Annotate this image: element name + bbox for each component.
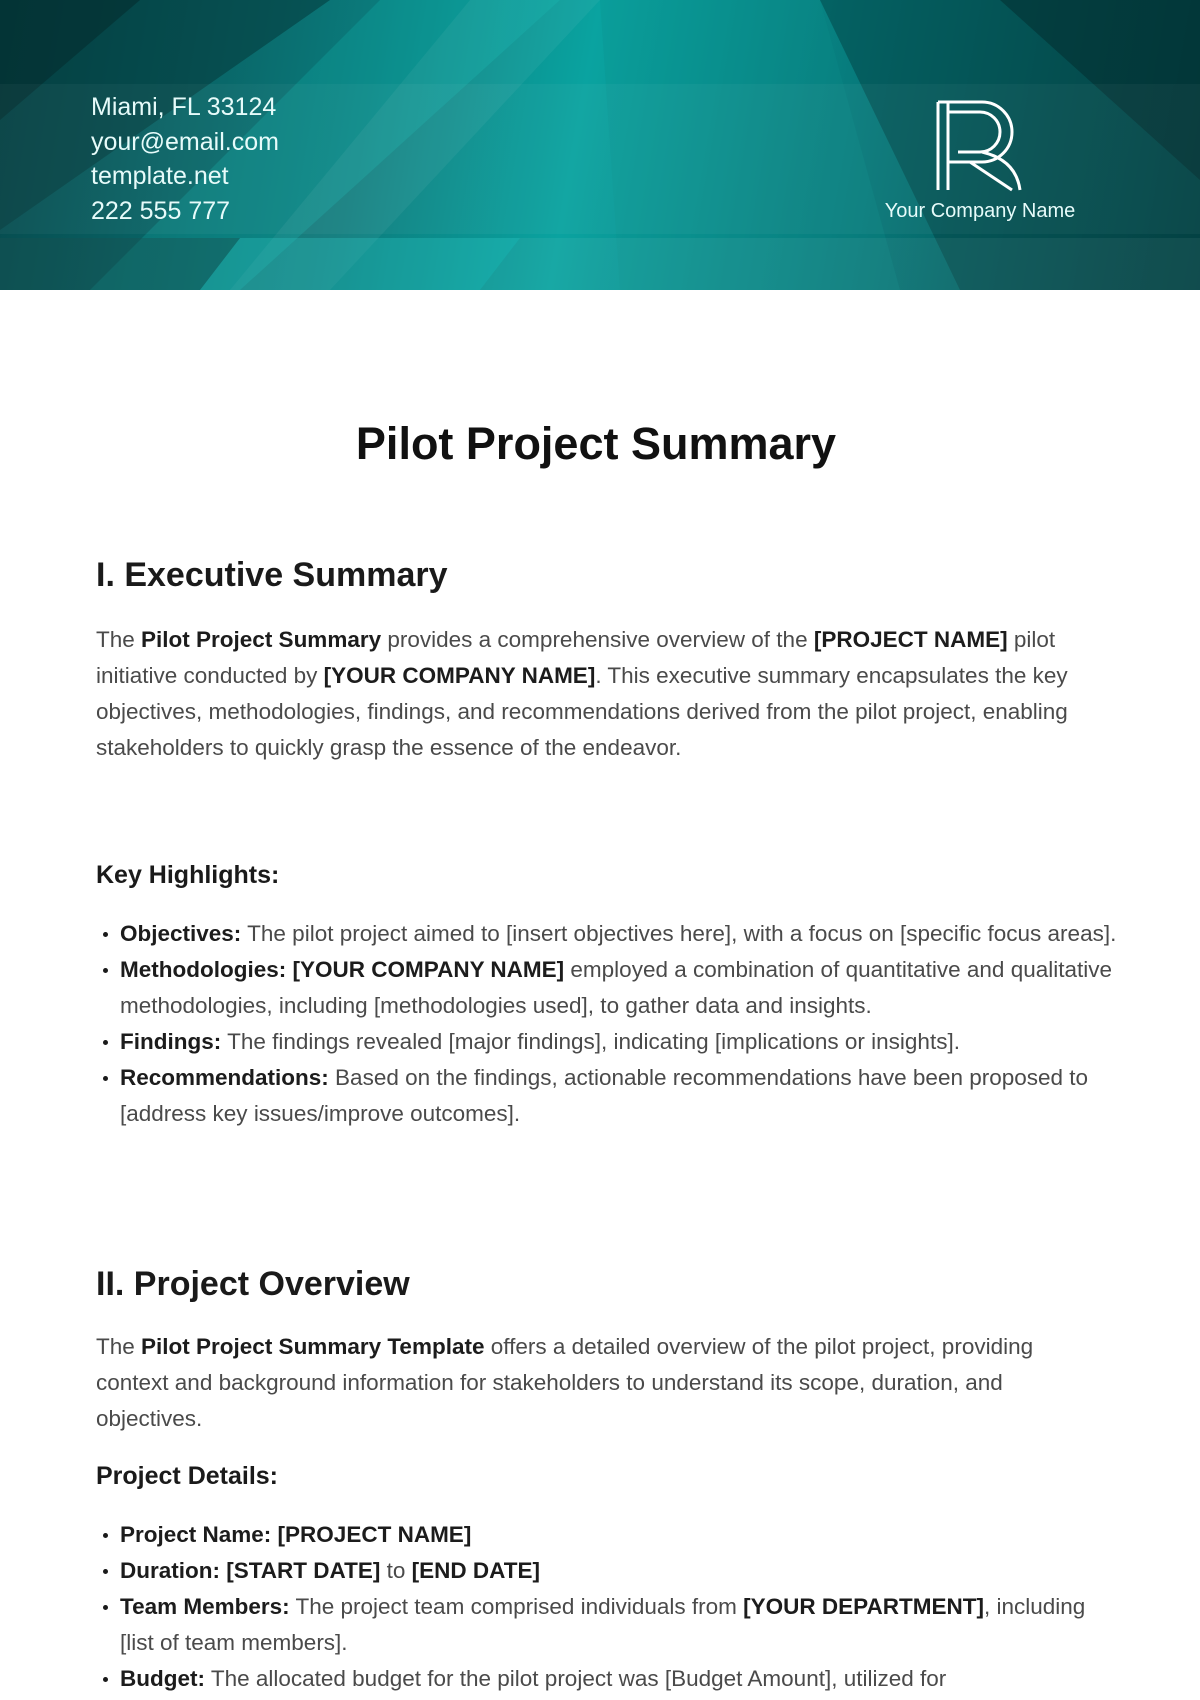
list-item: Methodologies: [YOUR COMPANY NAME] employed a combination of quantitative and qualitative methodologies, including [methodologies used], to gather data and insights. (120, 952, 1120, 1024)
company-name: Your Company Name (884, 200, 1076, 222)
executive-summary-paragraph: The Pilot Project Summary provides a comprehensive overview of the [PROJECT NAME] pilot initiative conducted by [YOUR COMPANY NAME]. This executive summary encapsulates the key objectives, methodologies, findings, and recommendations derived from the pilot project, enabling stakeholders to quickly grasp the essence of the endeavor. (96, 627, 1068, 760)
header-banner (0, 0, 1200, 290)
list-item-project-name: Project Name: [PROJECT NAME] (120, 1517, 1120, 1553)
contact-block (91, 90, 279, 228)
company-logo (870, 98, 1090, 223)
list-item-duration: Duration: [START DATE] to [END DATE] (120, 1553, 1120, 1589)
project-details-heading: Project Details: (96, 1462, 279, 1490)
project-details-list (96, 1517, 1120, 1697)
list-item-budget: Budget: The allocated budget for the pilot project was [Budget Amount], utilized for (120, 1661, 1120, 1697)
section-heading-project-overview: II. Project Overview (96, 1265, 410, 1303)
contact-address: Miami, FL 33124 (91, 93, 277, 121)
key-highlights-list (96, 916, 1120, 1132)
key-highlights-heading: Key Highlights: (96, 861, 280, 889)
contact-email[interactable]: your@email.com (91, 127, 279, 156)
project-overview-paragraph: The Pilot Project Summary Template offers a detailed overview of the pilot project, providing context and background information for stakeholders to understand its scope, duration, and objectives. (96, 1334, 1034, 1431)
contact-website[interactable]: template.net (91, 162, 229, 190)
company-monogram-logo-icon (930, 98, 1030, 194)
section-heading-executive-summary: I. Executive Summary (96, 556, 448, 594)
list-item: Objectives: The pilot project aimed to [insert objectives here], with a focus on [specific focus areas]. (120, 916, 1120, 952)
contact-phone: 222 555 777 (91, 196, 231, 225)
list-item-team-members: Team Members: The project team comprised individuals from [YOUR DEPARTMENT], including [list of team members]. (120, 1589, 1120, 1661)
list-item: Recommendations: Based on the findings, actionable recommendations have been proposed to [address key issues/improve outcomes]. (120, 1060, 1120, 1132)
page-title: Pilot Project Summary (355, 418, 837, 469)
list-item: Findings: The findings revealed [major findings], indicating [implications or insights]. (120, 1024, 1120, 1060)
